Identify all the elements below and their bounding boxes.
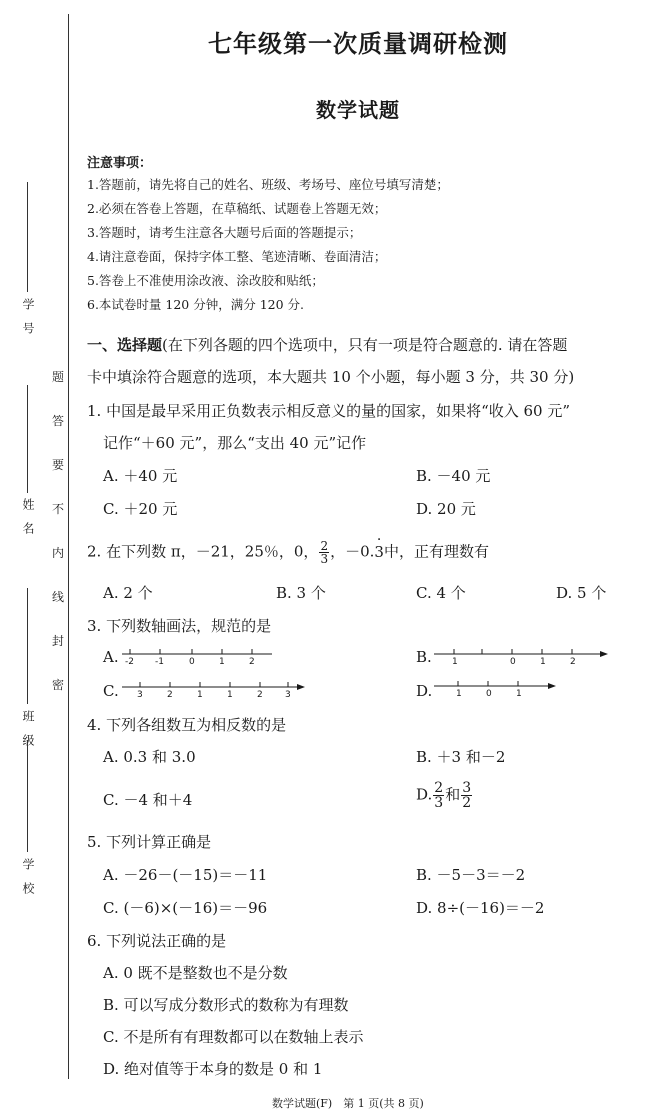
- option-a: A. －26－(－15)＝－11: [103, 866, 268, 884]
- fraction-numerator: 2: [434, 780, 444, 796]
- section-instruction: 卡中填涂符合题意的选项，本大题共 10 个小题，每小题 3 分，共 30 分): [87, 368, 575, 386]
- option-b: B. －5－3＝－2: [416, 866, 526, 884]
- stem-part: ，－0.: [330, 542, 375, 561]
- option-d-word: 和: [445, 785, 461, 804]
- number-line-a: [120, 648, 275, 670]
- option-d: D. 绝对值等于本身的数是 0 和 1: [103, 1060, 323, 1078]
- seal-char: 答: [52, 414, 65, 428]
- school-label: 学 校: [21, 858, 35, 894]
- option-c: C. (－6)×(－16)＝－96: [103, 899, 268, 917]
- option-d: D. 8÷(－16)＝－2: [416, 899, 545, 917]
- question-stem: 5. 下列计算正确是: [87, 833, 212, 851]
- tick-label: 1: [540, 657, 546, 667]
- student-id-blank: [27, 182, 28, 292]
- number-line-b: [432, 646, 610, 670]
- tick-label: 2: [249, 657, 255, 667]
- number-line-c: [120, 680, 306, 704]
- tick-label: 0: [486, 689, 492, 699]
- notice-item: 3.答题时，请考生注意各大题号后面的答题提示；: [87, 225, 362, 240]
- tick-label: 1: [197, 690, 203, 700]
- question-stem: 3. 下列数轴画法，规范的是: [87, 617, 272, 635]
- option-a: A. 0.3 和 3.0: [103, 748, 196, 766]
- option-a: A. 2 个: [103, 584, 153, 602]
- option-c-label: C.: [103, 682, 119, 700]
- page-footer: 数学试题(F) 第 1 页(共 8 页): [272, 1097, 424, 1110]
- tick-label: 0: [189, 657, 195, 667]
- option-b: B. ＋3 和－2: [416, 748, 506, 766]
- number-line-d: [432, 678, 560, 702]
- notice-item: 2.必须在答卷上答题，在草稿纸、试题卷上答题无效；: [87, 201, 387, 216]
- fraction: [461, 781, 472, 810]
- tick-label: 1: [219, 657, 225, 667]
- repeating-digit: · 3: [374, 543, 384, 561]
- option-b-label: B.: [416, 648, 432, 666]
- fraction-denominator: 3: [434, 795, 444, 811]
- exam-subtitle: 数学试题: [316, 98, 400, 122]
- class-blank: [27, 588, 28, 704]
- fraction-denominator: 3: [320, 552, 329, 566]
- section-heading-line: [87, 334, 567, 355]
- fraction-numerator: 3: [462, 780, 472, 796]
- option-a: A. 0 既不是整数也不是分数: [103, 964, 288, 982]
- tick-label: 1: [227, 690, 233, 700]
- option-c: C. 不是所有有理数都可以在数轴上表示: [103, 1028, 364, 1046]
- tick-label: -1: [155, 657, 164, 667]
- option-a-label: A.: [103, 648, 119, 666]
- option-c: C. －4 和＋4: [103, 791, 193, 809]
- exam-title: 七年级第一次质量调研检测: [208, 29, 508, 58]
- option-c: C. 4 个: [416, 584, 466, 602]
- seal-char: 要: [52, 458, 65, 472]
- question-stem: 记作“＋60 元”，那么“支出 40 元”记作: [103, 434, 367, 452]
- school-blank: [27, 740, 28, 852]
- seal-char: 密: [52, 678, 65, 692]
- option-c: C. ＋20 元: [103, 500, 178, 518]
- binding-margin-line: [68, 14, 69, 1079]
- tick-label: 1: [516, 689, 522, 699]
- option-b: B. 可以写成分数形式的数称为有理数: [103, 996, 349, 1014]
- class-label: 班 级: [21, 710, 35, 746]
- notice-item: 5.答卷上不准使用涂改液、涂改胶和贴纸；: [87, 273, 324, 288]
- notice-item: 4.请注意卷面，保持字体工整、笔迹清晰、卷面清洁；: [87, 249, 387, 264]
- student-name-blank: [27, 385, 28, 493]
- tick-label: 1: [452, 657, 458, 667]
- student-id-label: 学 号: [21, 298, 35, 334]
- notice-heading: 注意事项：: [87, 156, 153, 171]
- fraction: [319, 540, 329, 565]
- option-b: B. 3 个: [276, 584, 326, 602]
- seal-char: 线: [52, 590, 65, 604]
- option-b: B. －40 元: [416, 467, 491, 485]
- tick-label: -2: [125, 657, 134, 667]
- question-stem: [87, 540, 489, 565]
- option-d: D. 5 个: [556, 584, 607, 602]
- student-name-label: 姓 名: [21, 498, 35, 534]
- tick-label: 2: [570, 657, 576, 667]
- option-d: [416, 781, 473, 810]
- fraction-denominator: 2: [462, 795, 472, 811]
- question-stem: 6. 下列说法正确的是: [87, 932, 227, 950]
- option-d: D. 20 元: [416, 500, 476, 518]
- seal-char: 题: [52, 370, 65, 384]
- fraction-numerator: 2: [320, 539, 329, 553]
- seal-char: 内: [52, 546, 65, 560]
- tick-label: 2: [257, 690, 263, 700]
- seal-char: 不: [52, 502, 65, 516]
- seal-char: 封: [52, 634, 65, 648]
- fraction: [433, 781, 444, 810]
- notice-item: 1.答题前，请先将自己的姓名、班级、考场号、座位号填写清楚；: [87, 177, 449, 192]
- notice-item: 6.本试卷时量 120 分钟，满分 120 分.: [87, 297, 305, 312]
- section-instruction: (在下列各题的四个选项中，只有一项是符合题意的. 请在答题: [162, 336, 568, 354]
- tick-label: 3: [137, 690, 143, 700]
- tick-label: 3: [285, 690, 291, 700]
- option-d-label: D.: [416, 682, 433, 700]
- tick-label: 2: [167, 690, 173, 700]
- option-d-label: D.: [416, 785, 433, 804]
- option-a: A. ＋40 元: [103, 467, 178, 485]
- tick-label: 0: [510, 657, 516, 667]
- stem-part: 2. 在下列数 π，－21，25％，0，: [87, 542, 319, 561]
- tick-label: 1: [456, 689, 462, 699]
- stem-part: 中，正有理数有: [383, 542, 489, 561]
- question-stem: 1. 中国是最早采用正负数表示相反意义的量的国家，如果将“收入 60 元”: [87, 402, 571, 420]
- question-stem: 4. 下列各组数互为相反数的是: [87, 716, 287, 734]
- section-heading: 一、选择题: [87, 336, 163, 354]
